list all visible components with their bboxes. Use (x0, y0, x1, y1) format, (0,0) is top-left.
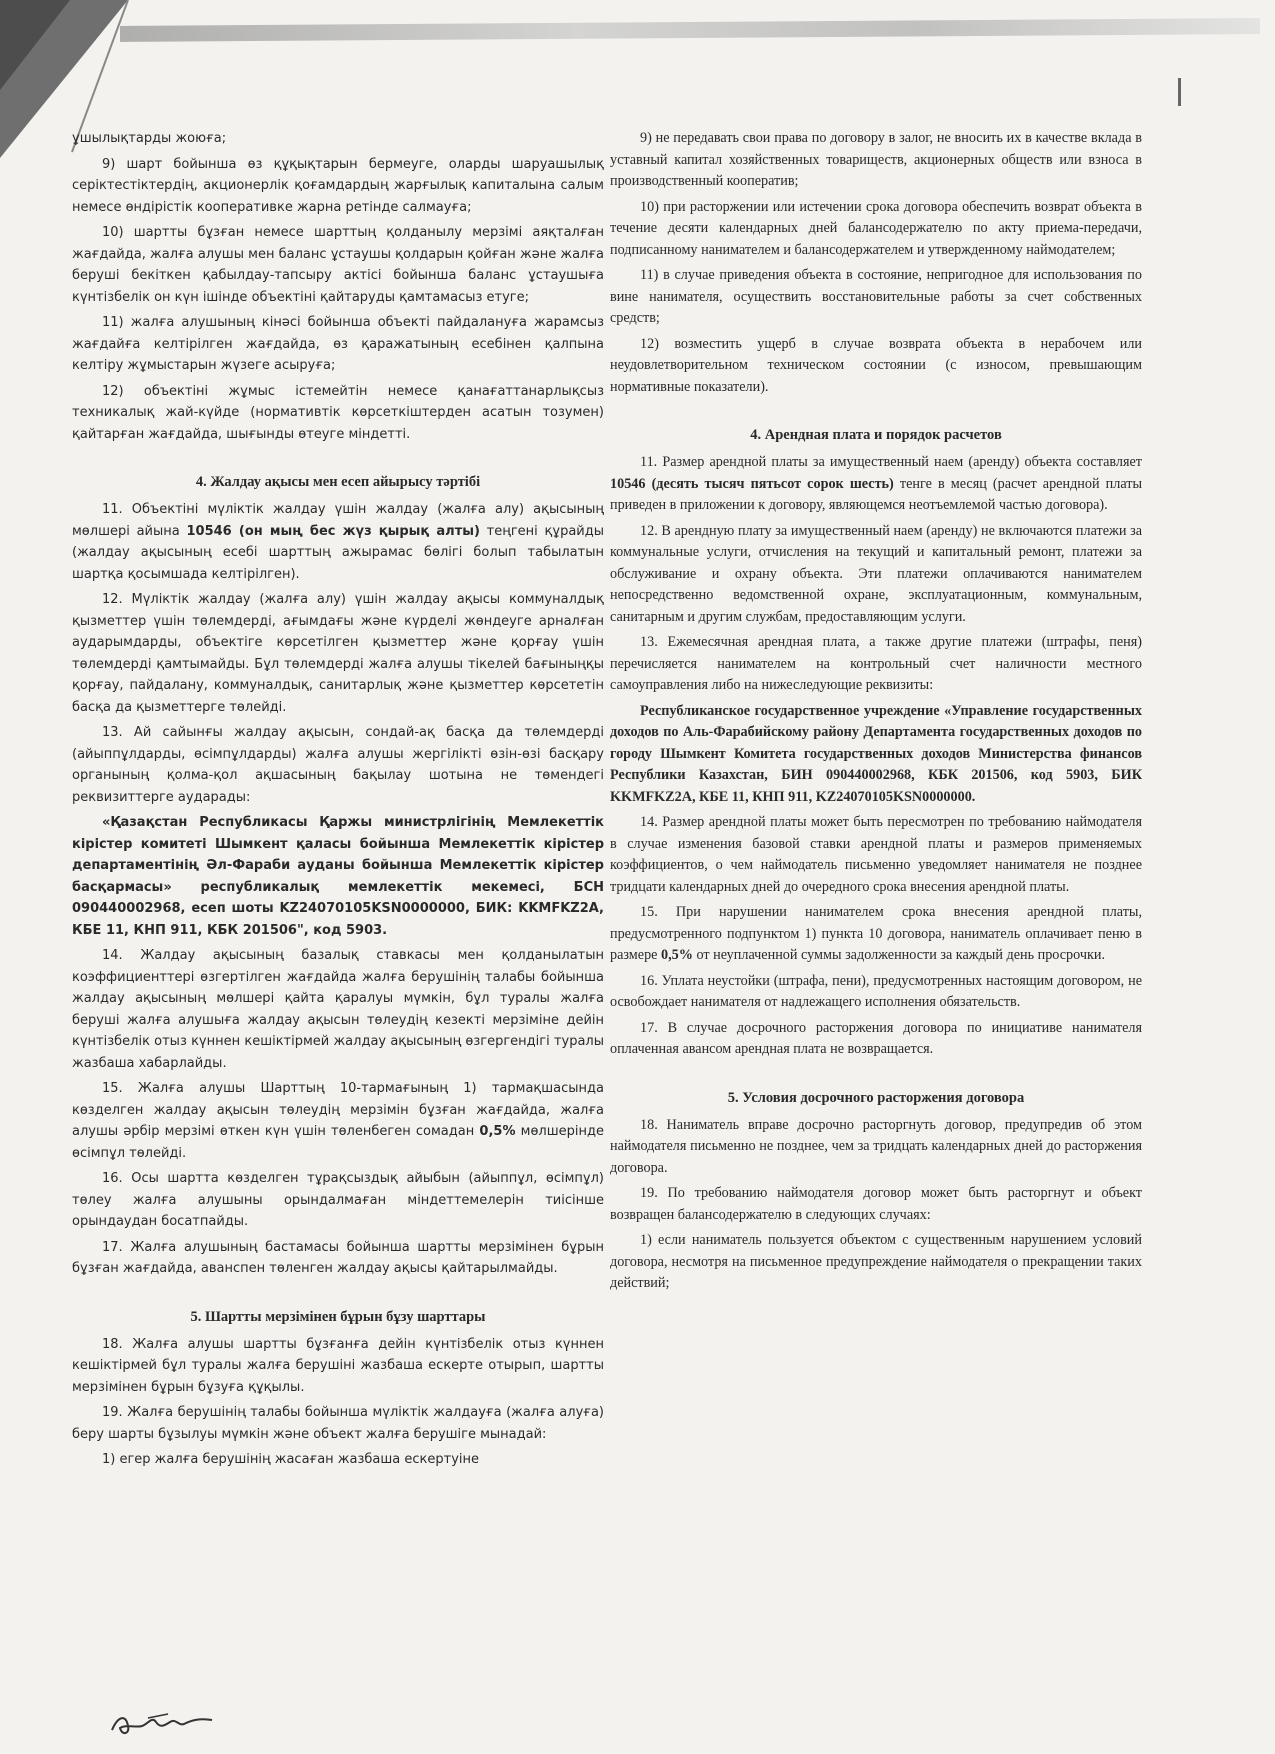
clause-10: 10) при расторжении или истечении срока договора обеспечить возврат объекта в течение десяти календарных дней балансодержателю по акту приема-передачи, подписанному нанимателем и балансодержателем и утвержденному наймодателем; (610, 198, 1142, 258)
clause-11: 11) в случае приведения объекта в состояние, непригодное для использования по вине нанимателя, осуществить восстановительные работы за счет собственных средств; (610, 267, 1142, 326)
penalty-rate: 0,5% (479, 1124, 516, 1139)
item-11: 11. Объектіні мүліктік жалдау үшін жалдау (жалға алу) ақысының мөлшері айына 10546 (он мың бес жүз қырық алты) теңгені құрайды (жалдау ақысының есебі шарттың ажырамас бөлігі болып табылатын шартқа қосымшада келтірілген). (72, 502, 604, 582)
item-11: 11. Размер арендной платы за имущественный наем (аренду) объекта составляет 10546 (десять тысяч пятьсот сорок шесть) тенге в месяц (расчет арендной платы приведен в приложении к договору, являющемся неотъемлемой частью договора). (610, 454, 1142, 513)
section-5-heading: 5. Шартты мерзімінен бұрын бұзу шарттары (190, 1308, 486, 1325)
item-17: 17. В случае досрочного расторжения договора по инициативе нанимателя оплаченная авансом арендная плата не возвращается. (610, 1019, 1142, 1057)
section-5-heading: 5. Условия досрочного расторжения договора (727, 1089, 1025, 1106)
clause-11: 11) жалға алушының кінәсі бойынша объекті пайдалануға жарамсыз жағдайға келтірілген жағдайда, өз қаражатының есебінен қалпына келтіру жұмыстарын жүзеге асыруға; (72, 315, 604, 373)
item-15: 15. Жалға алушы Шарттың 10-тармағының 1) тармақшасында көзделген жалдау ақысын төлеудің мерзімін бұзған жағдайда, жалға алушы әрбір мерзімі өткен күн үшін төленбеген сомадан 0,5% мөлшерінде өсімпұл төлейді. (72, 1081, 604, 1161)
item-13: 13. Ежемесячная арендная плата, а также другие платежи (штрафы, пеня) перечисляется нанимателем на контрольный счет наличности местного самоуправления либо на нижеследующие реквизиты: (610, 634, 1142, 693)
clause-10: 10) шартты бұзған немесе шарттың қолданылу мерзімі аяқталған жағдайда, жалға алушы мен баланс ұстаушы қолдарын қойған және жалға беруші бекіткен қабылдау-тапсыру актісі бойынша баланс ұстаушыға күнтізбелік он күн ішінде объектіні қайтаруды қамтамасыз етуге; (72, 225, 604, 305)
payment-requisites: Республиканское государственное учреждение «Управление государственных доходов по Аль-Фарабийскому району Департамента государственных доходов по городу Шымкент Комитета государственных доходов Министерства финансов Республики Казахстан, БИН 090440002968, КБК 201506, код 5903, БИК KKMFKZ2A, КБЕ 11, КНП 911, KZ24070105KSN0000000. (610, 702, 1142, 805)
penalty-rate: 0,5% (661, 947, 693, 963)
item-13: 13. Ай сайынғы жалдау ақысын, сондай-ақ басқа да төлемдерді (айыппұлдарды, өсімпұлдарды) жалға алушы жергілікті өзін-өзі басқару органының қолма-қол ақшасының бақылау шотына не төмендегі реквизиттерге аударады: (72, 725, 604, 805)
item-19: 19. По требованию наймодателя договор может быть расторгнут и объект возвращен балансодержателю в следующих случаях: (610, 1185, 1142, 1223)
clause-9: 9) шарт бойынша өз құқықтарын бермеуге, оларды шаруашылық серіктестіктердің, акционерлік қоғамдардың жарғылық капиталына салым немесе өндірістік кооперативке жарна ретінде салмауға; (72, 156, 604, 215)
item-14: 14. Жалдау ақысының базалық ставкасы мен қолданылатын коэффициенттері өзгертілген жағдайда жалға берушінің талабы бойынша жалдау ақысының мөлшері қайта қаралуы мүмкін, бұл туралы жалға беруші жалға алушыға жалдау ақысын төлеудің кезекті мерзіміне дейін күнтізбелік отыз күннен кешіктірмей жалдау ақысының өзгергендігі туралы жазбаша хабарлайды. (72, 948, 604, 1071)
item-18: 18. Наниматель вправе досрочно расторгнуть договор, предупредив об этом наймодателя письменно не позднее, чем за тридцать календарных дней до расторжения договора. (610, 1116, 1142, 1176)
section-4-heading: 4. Жалдау ақысы мен есеп айырысу тәртібі (195, 474, 481, 490)
payment-requisites: «Қазақстан Республикасы Қаржы министрлігінің Мемлекеттік кірістер комитеті Шымкент қаласы бойынша Мемлекеттік кірістер департаментінің Әл-Фараби ауданы бойынша Мемлекеттік кірістер басқармасы» республикалық мемлекеттік мекемесі, БСН 090440002968, есеп шоты KZ24070105KSN0000000, БИК: KKMFKZ2A, КБЕ 11, КНП 911, КБК 201506", код 5903. (72, 815, 604, 938)
rent-amount: 10546 (он мың бес жүз қырық алты) (186, 523, 480, 539)
item-19-1: 1) егер жалға берушінің жасаған жазбаша ескертуіне (102, 1452, 479, 1467)
item-15: 15. При нарушении нанимателем срока внесения арендной платы, предусмотренного подпунктом 1) пункта 10 договора, наниматель оплачивает пеню в размере 0,5% от неуплаченной суммы задолженности за каждый день просрочки. (610, 904, 1142, 963)
handwritten-signature (108, 1706, 218, 1740)
clause-12: 12) объектіні жұмыс істемейтін немесе қанағаттанарлықсыз техникалық жай-күйде (нормативтік көрсеткіштерден асатын тозумен) қайтарған жағдайда, шығынды өтеуге міндетті. (72, 383, 604, 442)
russian-column (610, 128, 1142, 1299)
clause-8-end: ұшылықтарды жоюға; (72, 131, 227, 146)
item-16: 16. Осы шартта көзделген тұрақсыздық айыбын (айыппұл, өсімпұл) төлеу жалға алушыны орындалмаған міндеттемелерін тиісінше орындаудан босатпайды. (72, 1171, 604, 1229)
item-19-1: 1) если наниматель пользуется объектом с существенным нарушением условий договора, несмотря на письменное предупреждение наймодателя о прекращении таких действий; (610, 1232, 1142, 1291)
kazakh-column (72, 128, 604, 1475)
item-18: 18. Жалға алушы шартты бұзғанға дейін күнтізбелік отыз күннен кешіктірмей бұл туралы жалға берушіні жазбаша ескерте отырып, шартты мерзімінен бұрын бұзуға құқылы. (72, 1336, 604, 1395)
rent-amount: 10546 (десять тысяч пятьсот сорок шесть) (610, 475, 894, 492)
clause-9: 9) не передавать свои права по договору в залог, не вносить их в качестве вклада в уставный капитал хозяйственных товариществ, акционерных обществ или взноса в производственный кооператив; (610, 130, 1142, 189)
clause-12: 12) возместить ущерб в случае возврата объекта в нерабочем или неудовлетворительном техническом состоянии (с износом, превышающим нормативные показатели). (610, 335, 1142, 395)
item-19: 19. Жалға берушінің талабы бойынша мүліктік жалдауға (жалға алуға) беру шарты бұзылуы мүмкін және объект жалға берушіге мынадай: (72, 1405, 604, 1442)
scan-mark (1178, 78, 1181, 106)
item-12: 12. В арендную плату за имущественный наем (аренду) не включаются платежи за коммунальные услуги, отчисления на текущий и капитальный ремонт, платежи за обслуживание и охрану объекта. Эти платежи оплачиваются нанимателем непосредственно ведомственной охране, эксплуатационным, коммунальным, санитарным и другим службам, предоставляющим услуги. (610, 522, 1142, 625)
section-4-heading: 4. Арендная плата и порядок расчетов (750, 427, 1002, 443)
item-12: 12. Мүліктік жалдау (жалға алу) үшін жалдау ақысы коммуналдық қызметтер үшін төлемдерді, ағымдағы және күрделі жөндеуге арналған аударымдарды, объектіге көрсетілген қызметтер және қорғау үшін төлемдерді қамтымайды. Бұл төлемдерді жалға алушы тікелей бағыныңқы қорғау, пайдалану, коммуналдық, санитарлық және қызметтер көрсететін басқа да қызметтерге төлейді. (72, 592, 604, 715)
item-14: 14. Размер арендной платы может быть пересмотрен по требованию наймодателя в случае изменения базовой ставки арендной платы и размеров применяемых коэффициентов, о чем наймодатель письменно уведомляет нанимателя не позднее тридцати календарных дней до очередного срока внесения арендной платы. (610, 814, 1142, 895)
item-16: 16. Уплата неустойки (штрафа, пени), предусмотренных настоящим договором, не освобождает нанимателя от надлежащего исполнения обязательств. (610, 972, 1142, 1010)
item-17: 17. Жалға алушының бастамасы бойынша шартты мерзімінен бұрын бұзған жағдайда, аванспен төленген жалдау ақысы қайтарылмайды. (72, 1239, 604, 1276)
scan-edge-shadow (120, 18, 1260, 42)
